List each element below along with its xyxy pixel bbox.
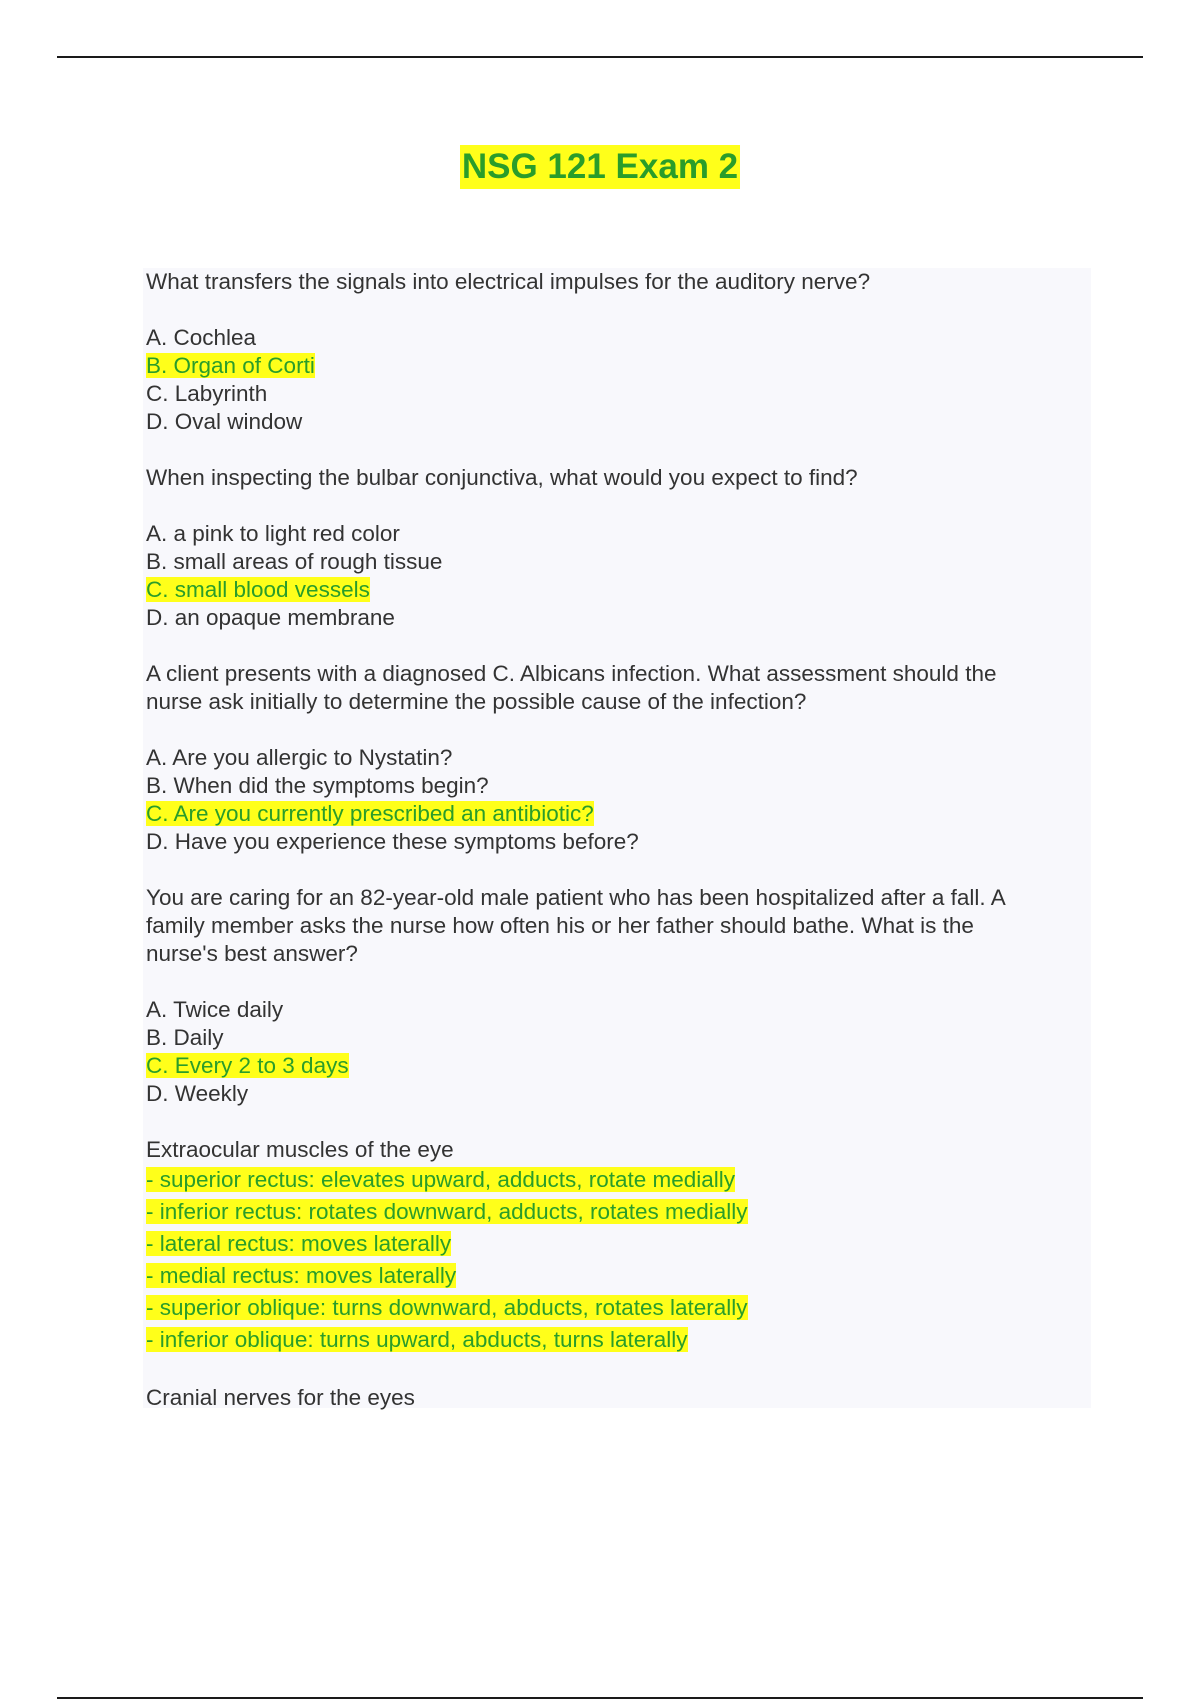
option-d: D. Have you experience these symptoms before? [146, 829, 639, 854]
option-d: D. an opaque membrane [146, 605, 395, 630]
question-3 [146, 660, 1091, 856]
option-a: A. Twice daily [146, 997, 284, 1022]
options-list [146, 520, 1091, 632]
options-list [146, 744, 1091, 856]
question-1 [146, 268, 1091, 436]
bottom-rule [57, 1697, 1143, 1699]
question-text-line-1: A client presents with a diagnosed C. Albicans infection. What assessment should the [146, 661, 997, 686]
page-title: NSG 121 Exam 2 [460, 145, 740, 189]
option-b: B. When did the symptoms begin? [146, 773, 489, 798]
top-rule [57, 56, 1143, 58]
question-text-line-3: nurse's best answer? [146, 941, 358, 966]
option-d: D. Weekly [146, 1081, 249, 1106]
option-c: C. Labyrinth [146, 381, 268, 406]
question-4 [146, 884, 1091, 1108]
question-2 [146, 464, 1091, 632]
extraocular-section [146, 1136, 1091, 1356]
extraocular-item: - medial rectus: moves laterally [146, 1263, 457, 1288]
option-c-correct: C. Are you currently prescribed an antibiotic? [146, 801, 594, 826]
question-content [143, 268, 1091, 1408]
title-container [0, 145, 1200, 189]
option-c-correct: C. small blood vessels [146, 577, 370, 602]
question-text: What transfers the signals into electrical impulses for the auditory nerve? [146, 269, 871, 294]
option-d: D. Oval window [146, 409, 303, 434]
extraocular-item: - inferior oblique: turns upward, abducts, turns laterally [146, 1327, 688, 1352]
option-b-correct: B. Organ of Corti [146, 353, 315, 378]
extraocular-item: - inferior rectus: rotates downward, adducts, rotates medially [146, 1199, 748, 1224]
extraocular-item: - superior rectus: elevates upward, adducts, rotate medially [146, 1167, 736, 1192]
options-list [146, 324, 1091, 436]
question-text-line-1: You are caring for an 82-year-old male patient who has been hospitalized after a fall. A [146, 885, 1006, 910]
cranial-heading: Cranial nerves for the eyes [146, 1385, 415, 1410]
option-a: A. Cochlea [146, 325, 257, 350]
option-b: B. small areas of rough tissue [146, 549, 443, 574]
option-a: A. a pink to light red color [146, 521, 400, 546]
question-text-line-2: family member asks the nurse how often his or her father should bathe. What is the [146, 913, 974, 938]
option-b: B. Daily [146, 1025, 224, 1050]
question-text: When inspecting the bulbar conjunctiva, what would you expect to find? [146, 465, 858, 490]
option-a: A. Are you allergic to Nystatin? [146, 745, 453, 770]
question-text-line-2: nurse ask initially to determine the possible cause of the infection? [146, 689, 807, 714]
extraocular-item: - superior oblique: turns downward, abducts, rotates laterally [146, 1295, 748, 1320]
options-list [146, 996, 1091, 1108]
extraocular-item: - lateral rectus: moves laterally [146, 1231, 452, 1256]
option-c-correct: C. Every 2 to 3 days [146, 1053, 349, 1078]
extraocular-heading: Extraocular muscles of the eye [146, 1137, 454, 1162]
